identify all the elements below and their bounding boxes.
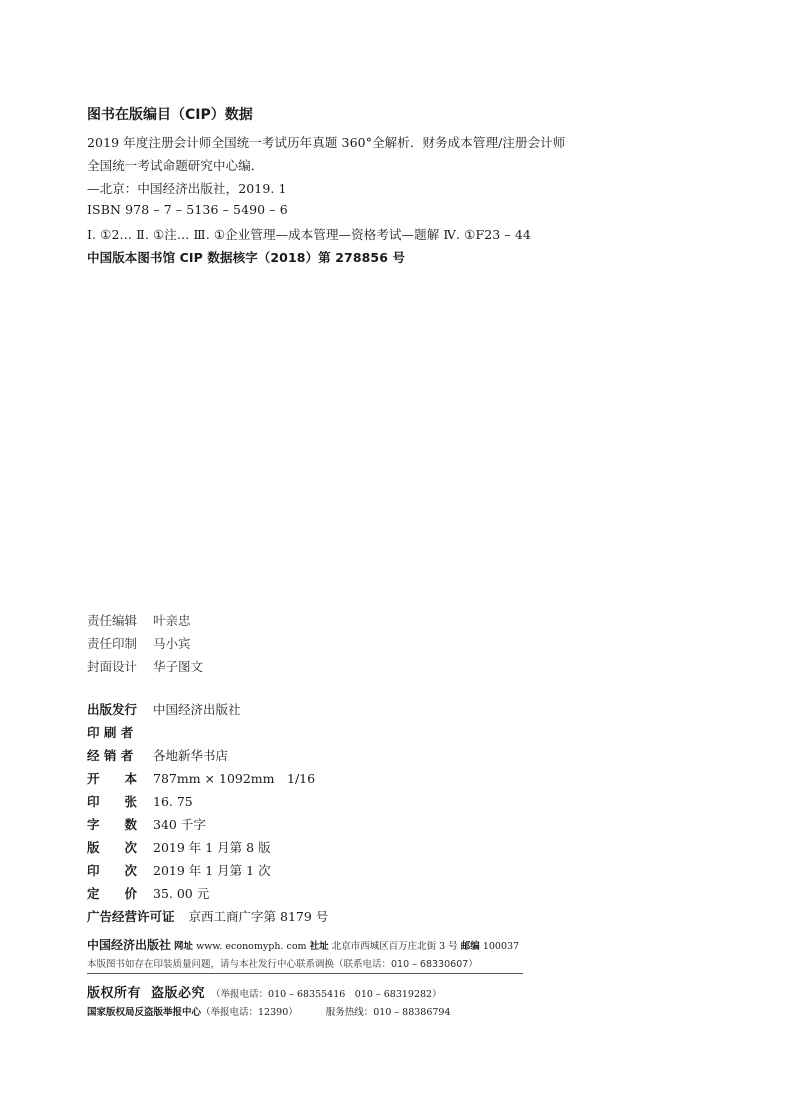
pub-row-edition (87, 838, 271, 856)
pub-label: 字 数 (87, 817, 138, 832)
piracy-warning: 盗版必究 (151, 986, 206, 1001)
staff-value: 华子图文 (153, 659, 204, 674)
pub-row-impression (87, 861, 271, 879)
pub-row-format (87, 769, 315, 787)
staff-label: 封面设计 (87, 659, 138, 674)
publisher-contact-line (87, 936, 519, 953)
pub-row-ad-license (87, 907, 328, 925)
antipiracy-line (87, 1004, 451, 1018)
pub-value: 各地新华书店 (153, 748, 229, 763)
pub-value: 16. 75 (153, 794, 193, 809)
website-link[interactable]: www. economyph. com (196, 941, 307, 952)
pub-label: 版 次 (87, 840, 138, 855)
address-value: 北京市西城区百万庄北街 3 号 (331, 941, 458, 952)
report-phones: （举报电话：010 – 68355416 010 – 68319282） (211, 989, 442, 1000)
address-label: 社址 (309, 941, 329, 952)
staff-value: 马小宾 (153, 636, 191, 651)
staff-printing (87, 634, 191, 652)
pub-row-price (87, 884, 209, 902)
zip-value: 100037 (482, 941, 520, 952)
pub-value: 35. 00 元 (153, 886, 210, 901)
pub-label: 开 本 (87, 771, 138, 786)
staff-cover-design (87, 657, 203, 675)
publisher-name: 中国经济出版社 (87, 938, 172, 952)
cip-isbn-line: ISBN 978 – 7 – 5136 – 5490 – 6 (87, 202, 288, 217)
pub-value: 京西工商广字第 8179 号 (188, 909, 329, 924)
pub-label: 出版发行 (87, 702, 138, 717)
website-label: 网址 (174, 941, 194, 952)
rights-reserved: 版权所有 (87, 986, 142, 1001)
antipiracy-phone: （举报电话：12390） (201, 1007, 298, 1018)
pub-label: 定 价 (87, 886, 138, 901)
cip-book-title-line: 2019 年度注册会计师全国统一考试历年真题 360°全解析．财务成本管理/注册会计师 (87, 135, 566, 150)
pub-row-publisher (87, 700, 241, 718)
staff-label: 责任编辑 (87, 613, 138, 628)
divider (87, 973, 523, 974)
pub-row-word-count (87, 815, 206, 833)
service-hotline: 服务热线：010 – 88386794 (325, 1007, 451, 1018)
pub-row-printer (87, 723, 153, 741)
pub-label: 经 销 者 (87, 748, 134, 763)
staff-label: 责任印制 (87, 636, 138, 651)
pub-value: 2019 年 1 月第 8 版 (153, 840, 271, 855)
rights-line (87, 982, 442, 1001)
cip-record-number: 中国版本图书馆 CIP 数据核字（2018）第 278856 号 (87, 250, 406, 265)
pub-row-distributor (87, 746, 228, 764)
staff-value: 叶亲忠 (153, 613, 191, 628)
pub-label: 印 次 (87, 863, 138, 878)
antipiracy-center: 国家版权局反盗版举报中心 (87, 1007, 202, 1018)
pub-value: 中国经济出版社 (153, 702, 241, 717)
pub-label: 广告经营许可证 (87, 909, 175, 924)
pub-label: 印 刷 者 (87, 725, 134, 740)
pub-label: 印 张 (87, 794, 138, 809)
pub-value: 787mm × 1092mm 1/16 (153, 771, 316, 786)
cip-publisher-line: —北京：中国经济出版社，2019. 1 (87, 181, 287, 196)
cip-editor-line: 全国统一考试命题研究中心编． (87, 158, 264, 173)
cip-title: 图书在版编目（CIP）数据 (87, 107, 253, 123)
staff-editor (87, 611, 191, 629)
zip-label: 邮编 (460, 941, 480, 952)
pub-value: 340 千字 (153, 817, 206, 832)
cip-classification-line: Ⅰ. ①2… Ⅱ. ①注… Ⅲ. ①企业管理—成本管理—资格考试—题解 Ⅳ. ①F23 – 44 (87, 227, 531, 242)
quality-notice: 本版图书如存在印装质量问题，请与本社发行中心联系调换（联系电话：010 – 68330607） (87, 959, 478, 970)
pub-row-sheets (87, 792, 193, 810)
pub-value: 2019 年 1 月第 1 次 (153, 863, 271, 878)
